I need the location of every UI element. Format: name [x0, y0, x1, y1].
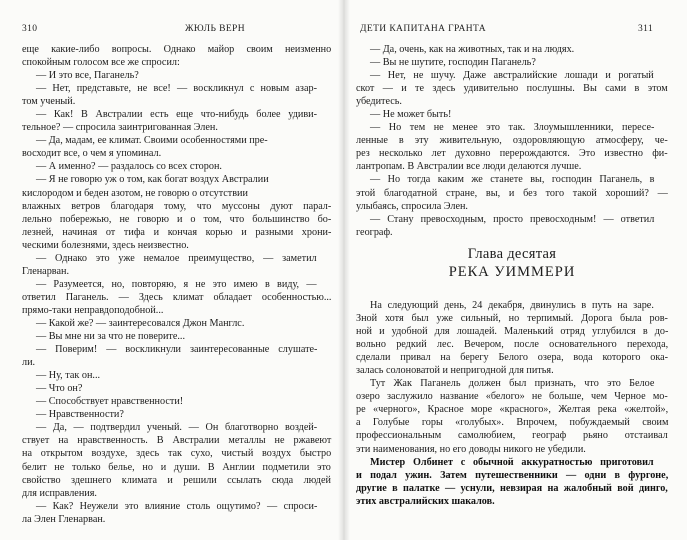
text-line: — Нет, представьте, не все! — воскликнул с новым азар- [36, 83, 317, 95]
text-line: Зной хотя был уже сильный, но терпимый. Дорога была ров- [356, 313, 668, 325]
text-line: лезней, начиная от тифа и кончая корью и разными хрони- [22, 226, 332, 238]
text-line: тельное? — спросила заинтригованная Элен. [22, 122, 218, 134]
text-line: — Но тем не менее это так. Злоумышленники, пересе- [370, 122, 655, 134]
text-line: этих австралийских шакалов. [356, 495, 495, 507]
text-line: улыбаясь, спросила Элен. [356, 200, 468, 212]
right-page [344, 0, 687, 540]
text-line: скот — и те здесь удивительно послушны. Вы сами в этом [356, 83, 668, 95]
text-line: — Да, мадам, ее климат. Своими особенностями пре- [36, 135, 268, 147]
text-line: спокойным голосом все же спросил: [22, 57, 180, 69]
text-line: географ. [356, 226, 393, 238]
text-line: — Ну, так он... [36, 370, 101, 382]
text-line: — Стану превосходным, просто превосходным! — ответил [370, 213, 655, 225]
text-line: на открытом воздухе, здесь так сухо, чистый воздух быстро [22, 448, 332, 460]
text-line: Гленарван. [22, 265, 69, 277]
text-line: ческими болезнями, здесь неизвестно. [22, 239, 189, 251]
text-line: свойство здешнего климата и решили ссылать сюда людей [22, 474, 331, 486]
text-line: убедитесь. [356, 96, 402, 108]
left-page-text [22, 43, 331, 526]
text-line: эти наименования, но его доводы никого не убедили. [356, 443, 586, 455]
text-line: рез несколько лет духовно перерождаются. Это известно фи- [356, 148, 668, 160]
text-line: Мистер Олбинет с обычной аккуратностью приготовил [370, 456, 654, 468]
text-line: кислородом и беден азотом, не говорю о отсутствии [22, 187, 248, 199]
text-line: ли. [22, 357, 36, 369]
chapter-subtitle: РЕКА УИММЕРИ [448, 264, 576, 280]
text-line: том ученый. [22, 96, 76, 108]
text-line: — Какой же? — заинтересовался Джон Манглс. [36, 317, 245, 329]
text-line: — Что он? [36, 383, 83, 395]
text-line: — Как! В Австралии есть еще что-нибудь более удиви- [36, 109, 317, 121]
text-line: и подал ужин. Затем путешественники — одни в фургоне, [356, 469, 669, 481]
text-line: влажных ветров благодаря тому, что муссоны дуют парал- [22, 200, 332, 212]
text-line: — А именно? — раздалось со всех сторон. [36, 161, 222, 173]
text-line: — Но тогда каким же станете вы, господин Паганель, в [370, 174, 655, 186]
text-line: профессиональным самолюбием, географ рьяно отстаивал [356, 430, 668, 442]
text-line: — Разумеется, но, повторяю, я не это имею в виду, — [36, 278, 317, 290]
text-line: ла Элен Гленарван. [22, 513, 106, 525]
page-number-right: 311 [638, 24, 654, 34]
text-line: Тут Жак Паганель должен был признать, что это Белое [370, 378, 655, 390]
text-line: прямо-таки неправдоподобной... [22, 304, 164, 316]
text-line: — Способствует нравственности! [36, 396, 184, 408]
text-line: — Не может быть! [370, 109, 452, 121]
text-line: ной и удобной для лошадей. Маленький отряд углубился в до- [356, 326, 669, 338]
text-line: ствует на нравственность. В Австралии металлы не ржавеют [22, 435, 332, 447]
text-line: — Да, — подтвердил ученый. — Он благотворно воздей- [36, 422, 318, 434]
page-number-left: 310 [22, 24, 38, 34]
text-line: — Да, очень, как на животных, так и на людях. [370, 44, 575, 55]
text-line: — И это все, Паганель? [36, 70, 139, 82]
text-line: — Однако это уже немалое преимущество, — заметил [36, 252, 317, 264]
chapter-title: Глава десятая [467, 246, 557, 262]
text-line: — Нет, не шучу. Даже австралийские лошади и рогатый [370, 70, 654, 82]
chapter-body-text [356, 299, 668, 508]
text-line: озеро заслужило название «белого» не больше, чем Черное мо- [356, 391, 668, 403]
text-line: лантропам. В Австралии все люди делаются лучше. [356, 161, 582, 173]
text-line: — Я не говорю уж о том, как богат воздух Австралии [36, 174, 269, 186]
text-line: На следующий день, 24 декабря, двинулись в путь на заре. [370, 300, 654, 311]
right-page-text [356, 43, 668, 239]
running-header-right: ДЕТИ КАПИТАНА ГРАНТА [360, 24, 486, 34]
text-line: лельно побережью, не говорю и о том, что большинство бо- [22, 213, 332, 225]
text-line: для исправления. [22, 487, 97, 499]
text-line: вольно редкий лес. Вечером, после основательного перехода, [356, 339, 669, 351]
text-line: — Вы мне ни за что не поверите... [36, 331, 186, 343]
text-line: — Как? Неужели это влияние столь ощутимо? — спроси- [36, 500, 318, 512]
text-line: залась солоноватой и непригодной для питья. [356, 365, 554, 377]
text-line: — Вы не шутите, господин Паганель? [370, 57, 536, 69]
text-line: — Поверим! — воскликнули заинтересованные слушате- [36, 344, 318, 356]
text-line: ответил Паганель. — Здесь климат обладает особенностью... [22, 291, 332, 303]
text-line: другие в палатке — уснули, невзирая на жалобный вой динго, [356, 482, 668, 494]
text-line: еще какие-либо вопросы. Однако майор своим неизменно [22, 44, 332, 55]
chapter-heading [356, 245, 668, 281]
text-line: сделали привал на берегу Белого озера, вода которого ока- [356, 352, 669, 364]
text-line: этой благодатной стране, вы, и без того такой хороший? — [356, 187, 668, 199]
text-line: белит не только белье, но и души. В Англии подметили это [22, 461, 331, 473]
text-line: ленные в эту живительную, оздоровляющую атмосферу, че- [356, 135, 668, 147]
text-line: — Нравственности? [36, 409, 124, 421]
running-header-left: ЖЮЛЬ ВЕРН [185, 24, 245, 34]
left-page [0, 0, 343, 540]
text-line: а Голубые горы «голубых». Впрочем, побуждаемый своим [356, 417, 669, 429]
text-line: ре «черного», Красное море «красного», Желтая река «желтой», [356, 404, 669, 416]
text-line: восходит все, о чем я упоминал. [22, 148, 162, 160]
